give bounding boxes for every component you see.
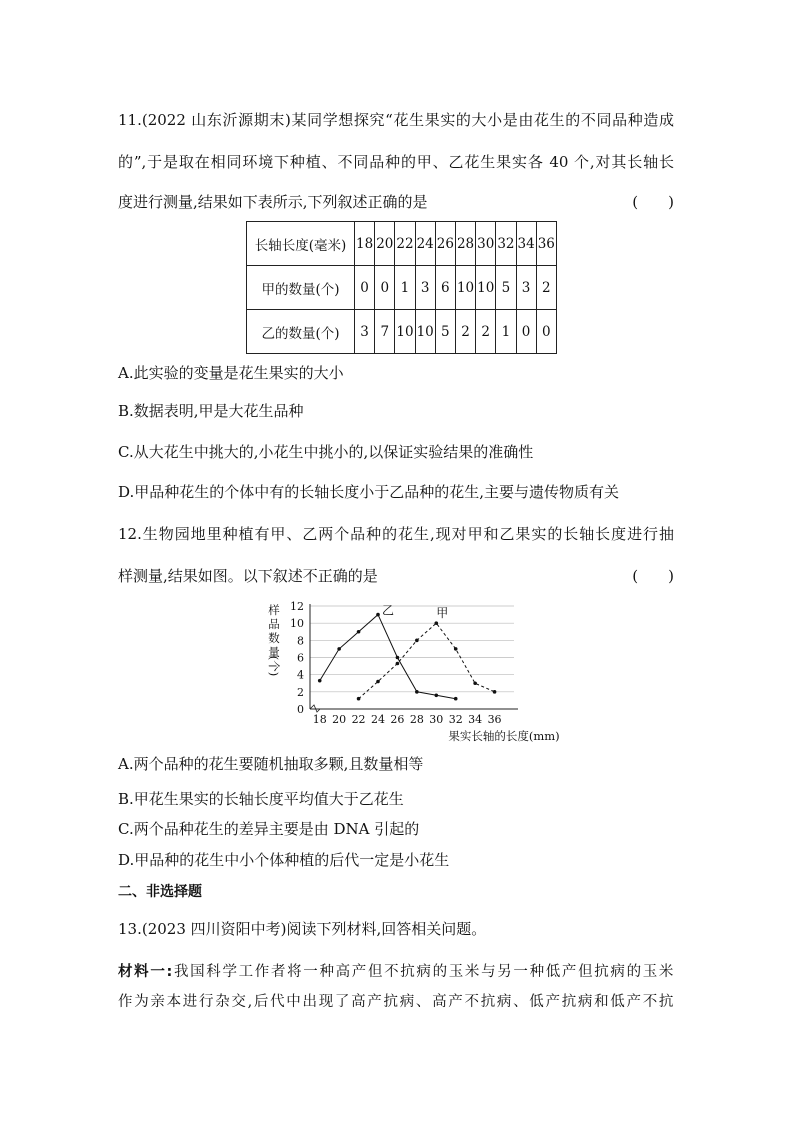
data-point [434,621,438,625]
table-cell: 0 [355,266,375,310]
x-tick-label: 26 [390,713,405,726]
table-cell: 28 [455,222,475,266]
table-cell: 3 [355,310,375,354]
data-point [396,662,400,666]
material-text: 我国科学工作者将一种高产但不抗病的玉米与另一种低产但抗病的玉米 [172,964,674,980]
table-cell: 10 [415,310,435,354]
y-tick-label: 8 [297,634,304,648]
series-label: 乙 [382,603,395,618]
table-cell: 2 [476,310,496,354]
q12-option-d[interactable]: D.甲品种的花生中小个体种植的后代一定是小花生 [118,851,450,869]
table-cell: 0 [516,310,536,354]
y-axis-label-char: 量 [268,645,280,659]
table-cell: 20 [375,222,395,266]
x-tick-label: 22 [351,713,366,726]
q11-option-a[interactable]: A.此实验的变量是花生果实的大小 [118,364,344,382]
q13-material-line2: 作为亲本进行杂交,后代中出现了高产抗病、高产不抗病、低产抗病和低产不抗 [118,994,674,1010]
table-cell: 26 [435,222,455,266]
q12-option-a[interactable]: A.两个品种的花生要随机抽取多颗,且数量相等 [118,755,424,773]
x-tick-label: 28 [409,713,424,726]
table-row-jia [247,266,557,310]
table-cell: 2 [455,310,475,354]
table-cell: 1 [395,266,415,310]
y-axis-label-char: 样 [268,603,280,617]
table-cell: 7 [375,310,395,354]
q12-option-b[interactable]: B.甲花生果实的长轴长度平均值大于乙花生 [118,790,404,808]
data-point [415,639,419,643]
y-tick-label: 4 [297,668,304,682]
x-tick-label: 18 [312,713,327,726]
x-tick-label: 36 [487,713,502,726]
table-cell: 5 [496,266,516,310]
table-row-label: 甲的数量(个) [247,266,355,310]
data-point [357,630,361,634]
x-tick-label: 30 [429,713,444,726]
table-cell: 10 [395,310,415,354]
data-point [376,680,380,684]
table-row-label: 乙的数量(个) [247,310,355,354]
y-tick-label: 12 [290,600,304,613]
table-cell: 32 [496,222,516,266]
table-cell: 36 [536,222,556,266]
x-tick-label: 34 [468,713,483,726]
q11-stem-line3: 度进行测量,结果如下表所示,下列叙述正确的是 [118,193,428,211]
q12-line-chart [262,596,560,744]
y-tick-label: 6 [297,651,304,665]
table-cell: 22 [395,222,415,266]
q11-data-table [246,221,557,354]
q11-stem-line1: 11.(2022 山东沂源期末)某同学想探究“花生果实的大小是由花生的不同品种造成 [118,111,674,129]
y-axis-label-char: (个) [267,655,281,677]
data-point [473,681,477,685]
table-row-header [247,222,557,266]
data-point [454,647,458,651]
q11-option-d[interactable]: D.甲品种花生的个体中有的长轴长度小于乙品种的花生,主要与遗传物质有关 [118,483,620,501]
data-point [318,679,322,683]
series-line-jia [359,623,495,699]
table-cell: 0 [375,266,395,310]
data-point [396,656,400,660]
table-cell: 5 [435,310,455,354]
table-cell: 3 [415,266,435,310]
y-axis-label-char: 数 [268,631,280,645]
y-tick-label: 10 [290,617,304,631]
table-row-yi [247,310,557,354]
q12-answer-blank[interactable]: ( ) [632,567,674,585]
q12-option-c[interactable]: C.两个品种花生的差异主要是由 DNA 引起的 [118,820,420,838]
y-tick-label: 2 [297,685,304,699]
x-tick-label: 24 [371,713,385,726]
q11-answer-blank[interactable]: ( ) [632,193,674,211]
series-line-yi [320,615,456,699]
x-axis-label: 果实长轴的长度(mm) [448,729,560,743]
table-cell: 30 [476,222,496,266]
data-point [454,697,458,701]
table-cell: 10 [455,266,475,310]
section-title: 二、非选择题 [118,884,202,900]
data-point [337,647,341,651]
q13-stem: 13.(2023 四川资阳中考)阅读下列材料,回答相关问题。 [118,920,487,938]
data-point [493,690,497,694]
table-cell: 10 [476,266,496,310]
x-tick-label: 20 [332,713,347,726]
table-cell: 34 [516,222,536,266]
q12-stem-line2: 样测量,结果如图。以下叙述不正确的是 [118,567,378,585]
y-axis-label-char: 品 [268,617,280,631]
table-cell: 6 [435,266,455,310]
table-cell: 2 [536,266,556,310]
data-point [357,697,361,701]
q11-option-c[interactable]: C.从大花生中挑大的,小花生中挑小的,以保证实验结果的准确性 [118,443,534,461]
x-tick-label: 32 [448,713,463,726]
table-cell: 18 [355,222,375,266]
q12-stem-line1: 12.生物园地里种植有甲、乙两个品种的花生,现对甲和乙果实的长轴长度进行抽 [118,525,674,543]
data-point [415,690,419,694]
table-cell: 0 [536,310,556,354]
q13-material-line1 [118,962,674,982]
data-point [434,693,438,697]
table-cell: 3 [516,266,536,310]
data-point [376,613,380,617]
y-tick-label: 0 [297,703,304,716]
table-cell: 24 [415,222,435,266]
table-header-label: 长轴长度(毫米) [247,222,355,266]
material-label: 材料一: [118,964,173,980]
table-cell: 1 [496,310,516,354]
q11-option-b[interactable]: B.数据表明,甲是大花生品种 [118,402,304,420]
series-label: 甲 [436,606,449,621]
q11-stem-line2: 的”,于是取在相同环境下种植、不同品种的甲、乙花生果实各 40 个,对其长轴长 [118,153,674,171]
